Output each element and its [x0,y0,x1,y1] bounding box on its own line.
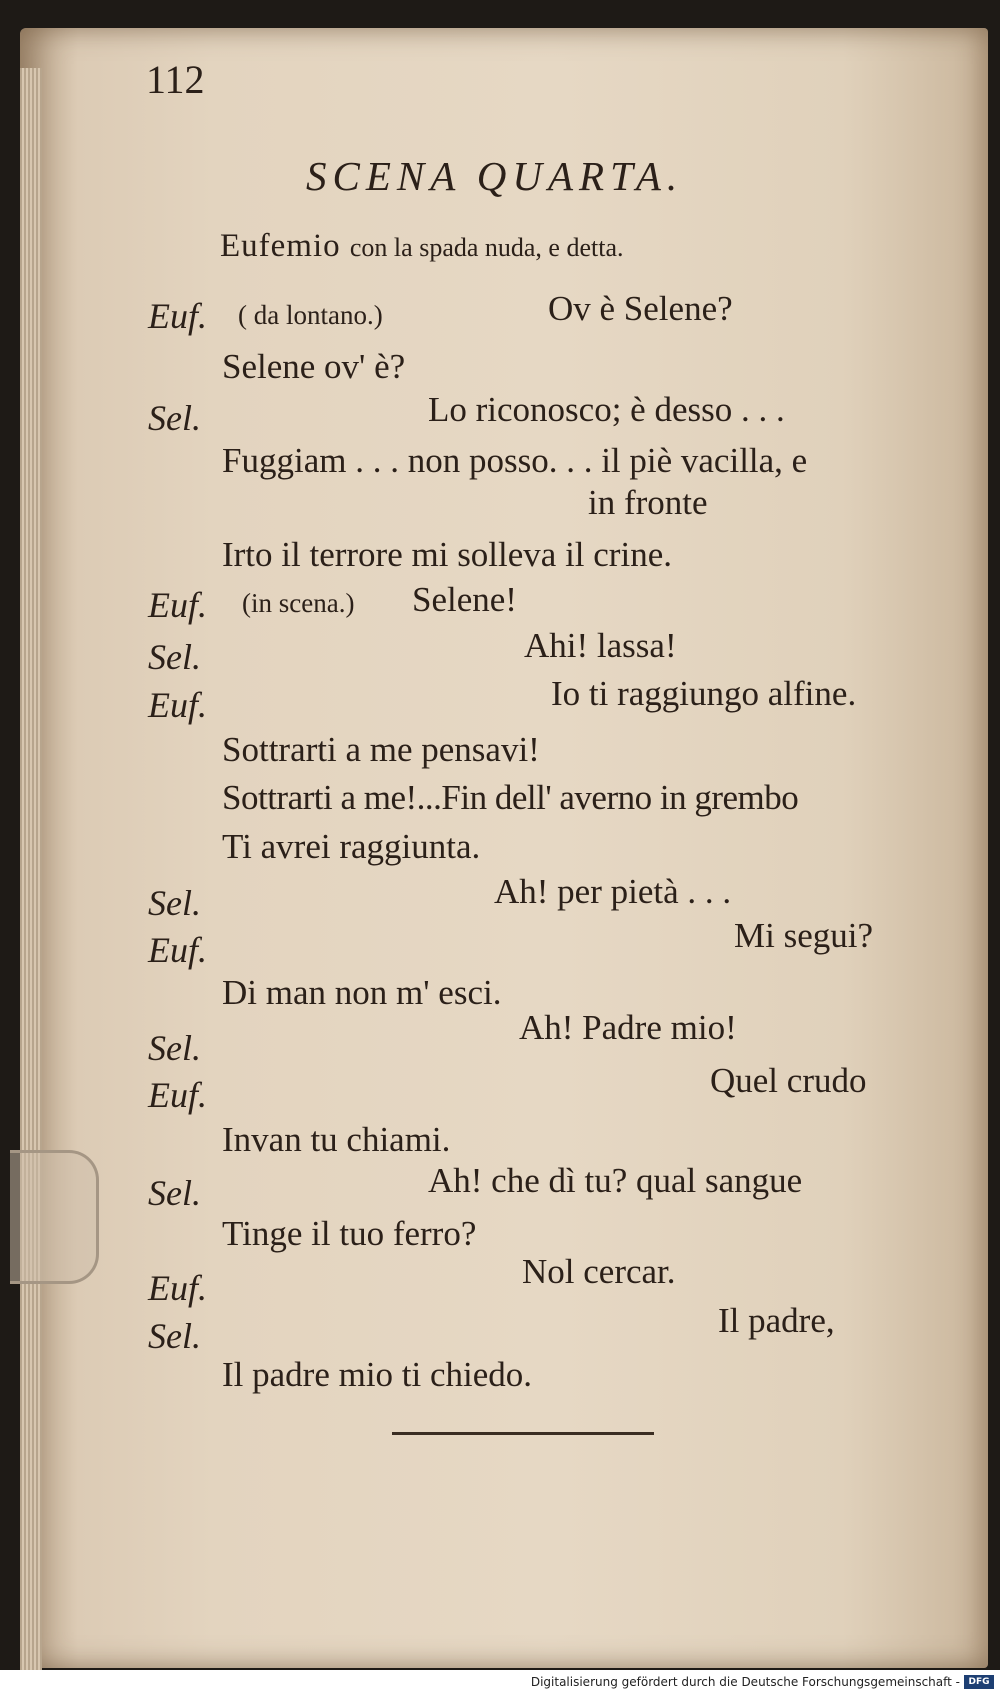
page-number: 112 [146,57,205,102]
verse-line: Ah! Padre mio! [519,1008,737,1047]
verse-line: Io ti raggiungo alfine. [551,674,857,713]
verse-line: Ti avrei raggiunta. [222,827,481,866]
verse-line: in fronte [588,483,708,522]
aside: ( da lontano.) [238,300,383,330]
verse-line: Il padre, [718,1301,835,1340]
stage-character: Eufemio [220,228,341,264]
speaker-label: Euf. [148,1075,207,1115]
speaker-label: Euf. [148,296,207,336]
stage-direction [220,230,624,263]
stage-text: con la spada nuda, e detta. [349,233,624,262]
page-edges [20,68,42,1688]
verse-line: Lo riconosco; è desso . . . [428,390,785,429]
speaker-label: Sel. [148,398,201,438]
verse-line: Tinge il tuo ferro? [222,1214,477,1253]
aside: (in scena.) [242,588,355,618]
scene-title: SCENA QUARTA. [306,153,684,199]
speaker-label: Euf. [148,585,207,625]
speaker-label: Euf. [148,685,207,725]
speaker-label: Sel. [148,1316,201,1356]
verse-line: Irto il terrore mi solleva il crine. [222,535,672,574]
speaker-label: Sel. [148,1028,201,1068]
verse-line: Il padre mio ti chiedo. [222,1355,533,1394]
verse-line: Nol cercar. [522,1252,676,1291]
divider-rule [392,1432,654,1435]
verse-line: Invan tu chiami. [222,1120,451,1159]
book-page [20,28,988,1668]
verse-line: Di man non m' esci. [222,973,502,1012]
speaker-label: Sel. [148,1173,201,1213]
speaker-label: Sel. [148,637,201,677]
verse-line: Fuggiam . . . non posso. . . il piè vacilla, e [222,441,808,480]
footer-credit: Digitalisierung gefördert durch die Deutsche Forschungsgemeinschaft - [530,1675,960,1689]
verse-line: Sottrarti a me pensavi! [222,730,540,769]
verse-line: Selene! [412,580,517,619]
verse-line: Quel crudo [710,1061,867,1100]
verse-line: Selene ov' è? [222,347,406,386]
verse-line: Ahi! lassa! [524,626,677,665]
page-clip [10,1150,99,1284]
speaker-label: Euf. [148,1268,207,1308]
verse-line: Ov è Selene? [548,289,733,328]
footer-bar [0,1670,1000,1695]
verse-line: Ah! che dì tu? qual sangue [428,1161,803,1200]
verse-line: Ah! per pietà . . . [494,872,732,911]
verse-line: Sottrarti a me!...Fin dell' averno in grembo [222,778,799,817]
verse-line: Mi segui? [734,916,874,955]
speaker-label: Sel. [148,883,201,923]
dfg-logo: DFG [964,1675,994,1689]
speaker-label: Euf. [148,930,207,970]
